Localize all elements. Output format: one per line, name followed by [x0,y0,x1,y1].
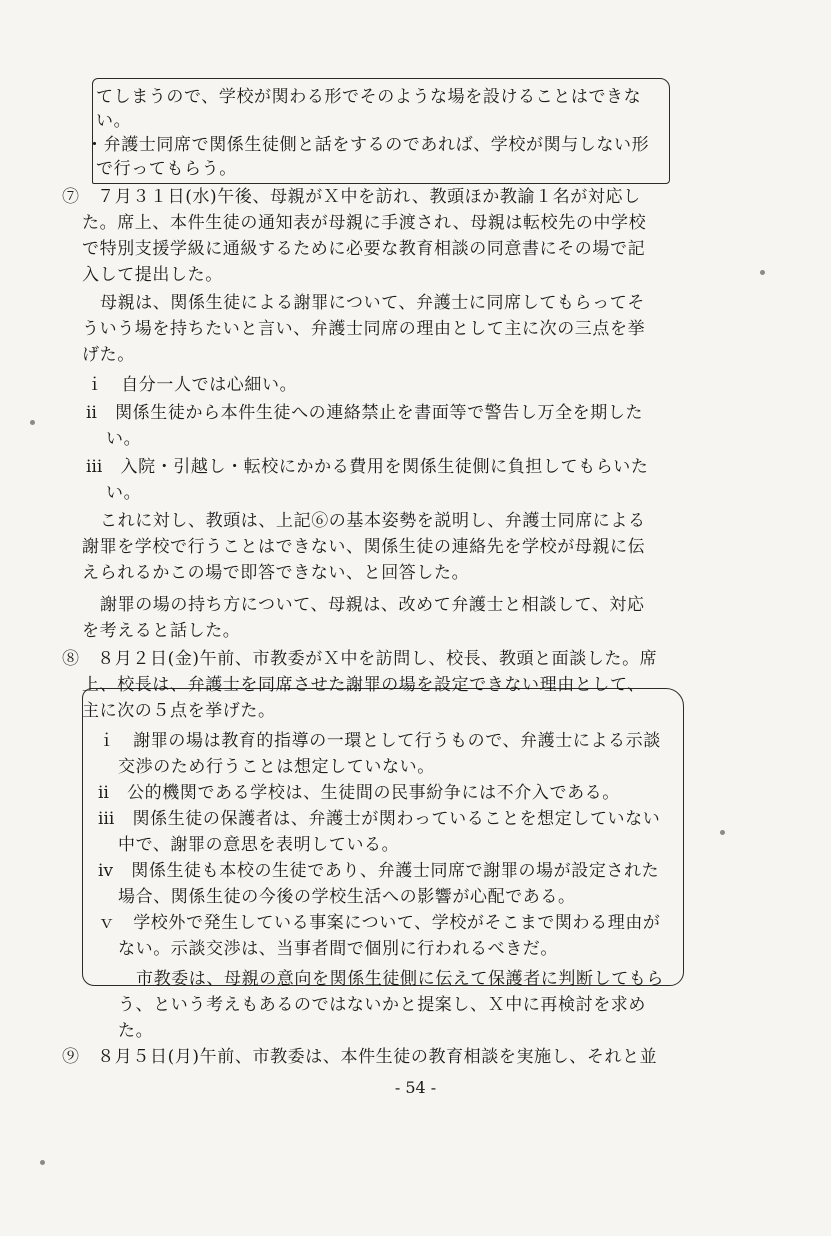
text-line: 謝罪を学校で行うことはできない、関係生徒の連絡先を学校が母親に伝 [82,537,646,557]
scan-speck [720,830,725,835]
text-line: い。 [106,429,142,449]
text-line: ⑦ ７月３１日(水)午後、母親がＸ中を訪れ、教頭ほか教諭１名が対応し [62,187,641,207]
text-line: 入して提出した。 [82,265,223,285]
text-line: げた。 [82,345,135,365]
text-line: ・弁護士同席で関係生徒側と話をするのであれば、学校が関与しない形 [86,135,650,155]
text-line: ⑧ ８月２日(金)午前、市教委がＸ中を訪問し、校長、教頭と面談した。席 [62,649,658,669]
text-line: てしまうので、学校が関わる形でそのような場を設けることはできな [96,87,642,107]
text-line: 母親は、関係生徒による謝罪について、弁護士に同席してもらってそ [100,293,645,313]
scan-speck [40,1160,45,1165]
scan-speck [760,270,765,275]
text-line: 市教委は、母親の意向を関係生徒側に伝えて保護者に判断してもら [136,969,664,989]
text-line: た。 [118,1021,154,1041]
text-line: ⑨ ８月５日(月)午前、市教委は、本件生徒の教育相談を実施し、それと並 [62,1047,658,1067]
text-line: ⅱ 関係生徒から本件生徒への連絡禁止を書面等で警告し万全を期した [86,403,644,423]
text-line: で行ってもらう。 [96,159,237,179]
text-line: を考えると話した。 [82,621,241,641]
text-line: ｉ 自分一人では心細い。 [86,375,298,395]
text-line: た。席上、本件生徒の通知表が母親に手渡され、母親は転校先の中学校 [82,213,647,233]
text-line: ⅲ 入院・引越し・転校にかかる費用を関係生徒側に負担してもらいた [86,457,649,477]
text-line: えられるかこの場で即答できない、と回答した。 [82,563,470,583]
text-line: 主に次の５点を挙げた。 [82,701,276,721]
text-line: 交渉のため行うことは想定していない。 [118,757,435,777]
text-line: これに対し、教頭は、上記⑥の基本姿勢を説明し、弁護士同席による [100,511,646,531]
text-line: 謝罪の場の持ち方について、母親は、改めて弁護士と相談して、対応 [100,595,645,615]
text-line: ない。示談交渉は、当事者間で個別に行われるべきだ。 [118,939,558,959]
text-line: ｖ 学校外で発生している事案について、学校がそこまで関わる理由が [98,913,661,933]
text-line: 場合、関係生徒の今後の学校生活への影響が心配である。 [118,887,576,907]
text-line: い。 [106,483,142,503]
text-line: ⅱ 公的機関である学校は、生徒間の民事紛争には不介入である。 [98,783,620,803]
scan-speck [30,420,35,425]
text-line: い。 [96,111,132,131]
text-line: ういう場を持ちたいと言い、弁護士同席の理由として主に次の三点を挙 [82,319,646,339]
text-line: で特別支援学級に通級するために必要な教育相談の同意書にその場で記 [82,239,646,259]
text-line: 中で、謝罪の意思を表明している。 [118,835,400,855]
text-line: う、という考えもあるのではないかと提案し、Ｘ中に再検討を求め [118,995,646,1015]
page-number: - 54 - [394,1078,437,1097]
text-line: 上、校長は、弁護士を同席させた謝罪の場を設定できない理由として、 [82,675,645,695]
text-line: ⅲ 関係生徒の保護者は、弁護士が関わっていることを想定していない [98,809,661,829]
text-line: ｉ 謝罪の場は教育的指導の一環として行うもので、弁護士による示談 [98,731,661,751]
text-line: ⅳ 関係生徒も本校の生徒であり、弁護士同席で謝罪の場が設定された [98,861,660,881]
